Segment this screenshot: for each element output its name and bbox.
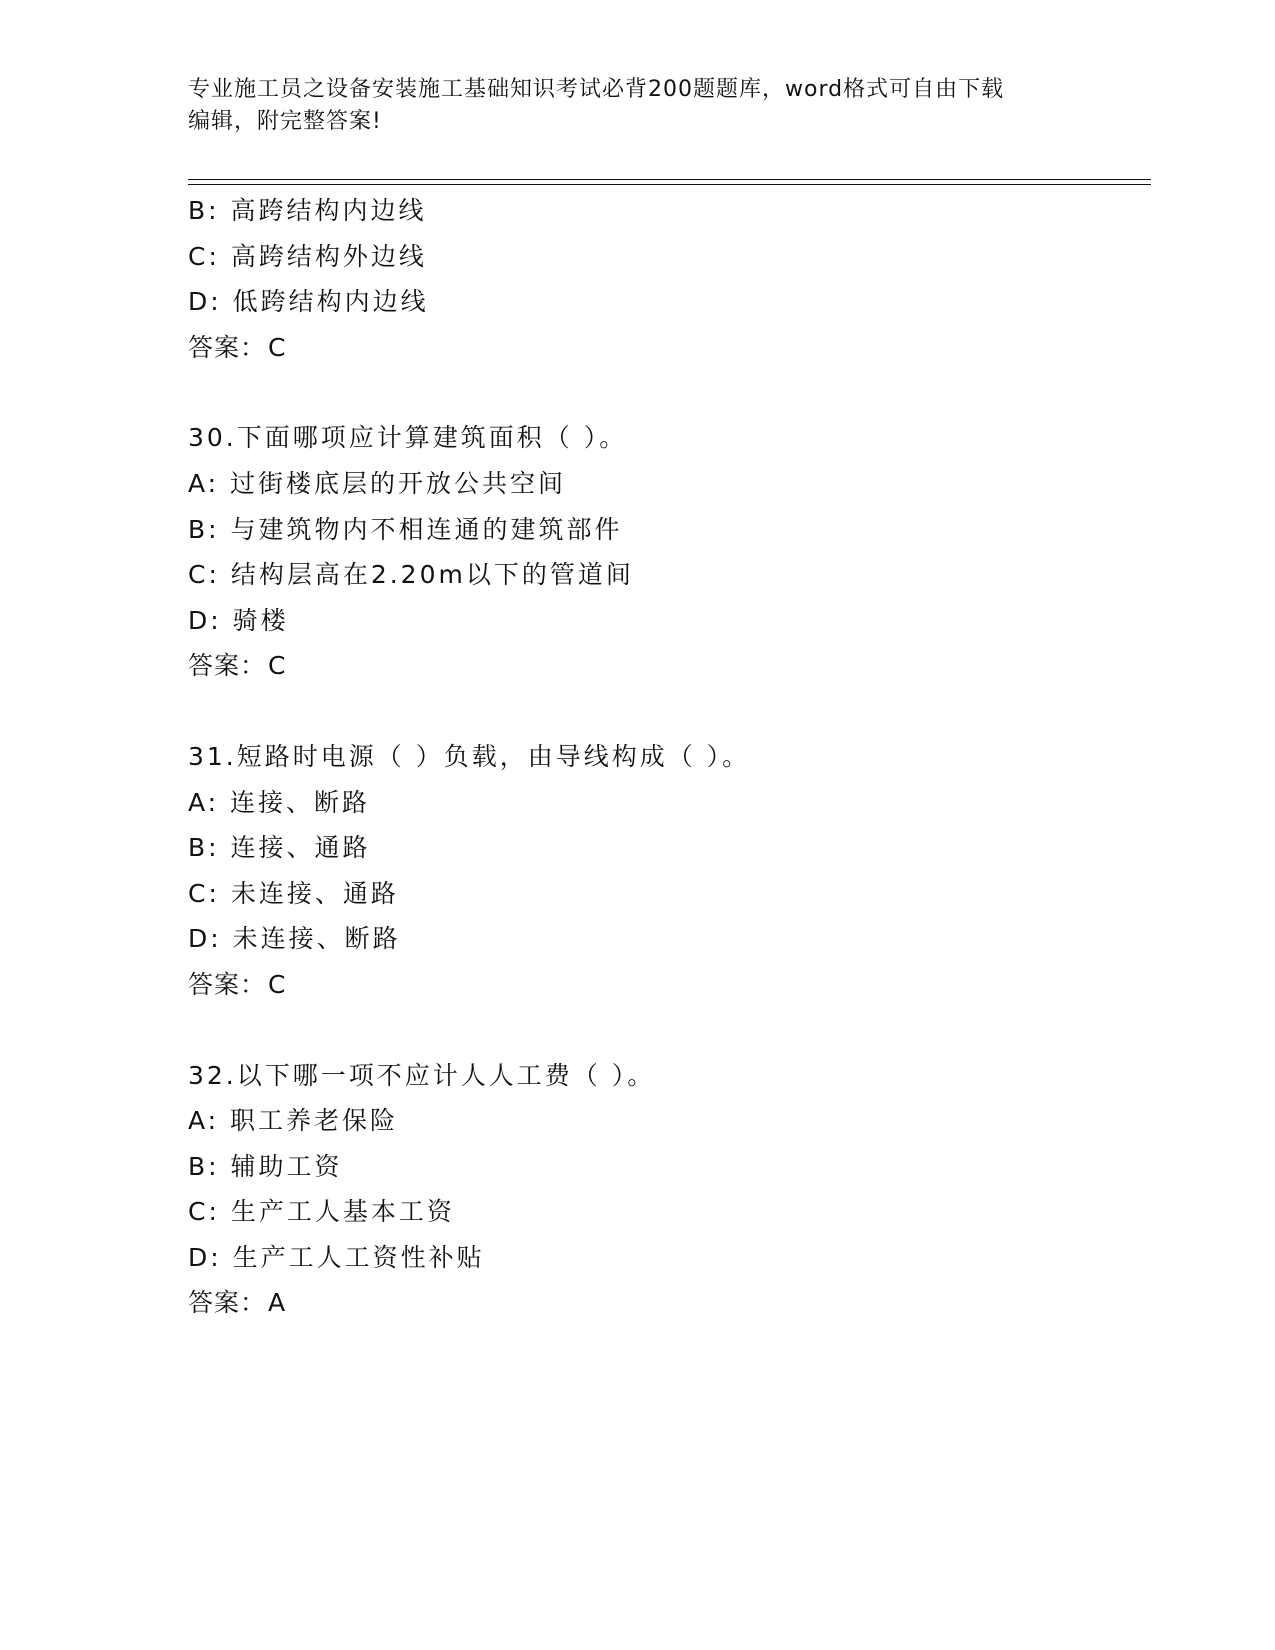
option-d: D: 低跨结构内边线 (188, 287, 429, 317)
option-a: A: 职工养老保险 (188, 1106, 399, 1136)
question-31 (188, 734, 1148, 1008)
option-a: A: 过街楼底层的开放公共空间 (188, 468, 567, 498)
header-title-line-2: 编辑，附完整答案! (188, 109, 382, 134)
answer-line (188, 643, 1148, 689)
answer-value: A (268, 1288, 287, 1318)
answer-line (188, 962, 1148, 1008)
question-32 (188, 1053, 1148, 1327)
answer-value: C (268, 651, 287, 681)
answer-label: 答案： (188, 651, 267, 681)
answer-line (188, 325, 1148, 371)
question-list (188, 188, 1148, 1371)
option-b: B: 连接、通路 (188, 833, 371, 863)
option-c: C: 结构层高在2.20m以下的管道间 (188, 560, 634, 590)
option-c: C: 未连接、通路 (188, 878, 399, 908)
header-divider-top (188, 179, 1151, 180)
question-stem: 32.以下哪一项不应计人人工费（ ）。 (188, 1060, 656, 1090)
option-b: B: 辅助工资 (188, 1151, 343, 1181)
option-b: B: 与建筑物内不相连通的建筑部件 (188, 514, 623, 544)
option-c: C: 高跨结构外边线 (188, 241, 427, 271)
answer-label: 答案： (188, 969, 267, 999)
question-continuation (188, 188, 1148, 370)
option-d: D: 生产工人工资性补贴 (188, 1242, 485, 1272)
header-divider-bottom (188, 184, 1151, 185)
answer-label: 答案： (188, 332, 267, 362)
answer-value: C (268, 969, 287, 999)
answer-value: C (268, 332, 287, 362)
option-a: A: 连接、断路 (188, 787, 371, 817)
option-b: B: 高跨结构内边线 (188, 196, 427, 225)
question-stem: 30.下面哪项应计算建筑面积（ ）。 (188, 423, 628, 453)
option-c: C: 生产工人基本工资 (188, 1197, 455, 1227)
option-d: D: 骑楼 (188, 605, 289, 635)
header-title-line-1: 专业施工员之设备安装施工基础知识考试必背200题题库，word格式可自由下载 (188, 77, 1005, 102)
question-30 (188, 415, 1148, 689)
page-header (188, 74, 1078, 138)
answer-label: 答案： (188, 1288, 267, 1318)
question-stem: 31.短路时电源（ ）负载，由导线构成（ ）。 (188, 741, 751, 771)
answer-line (188, 1280, 1148, 1326)
option-d: D: 未连接、断路 (188, 924, 401, 954)
